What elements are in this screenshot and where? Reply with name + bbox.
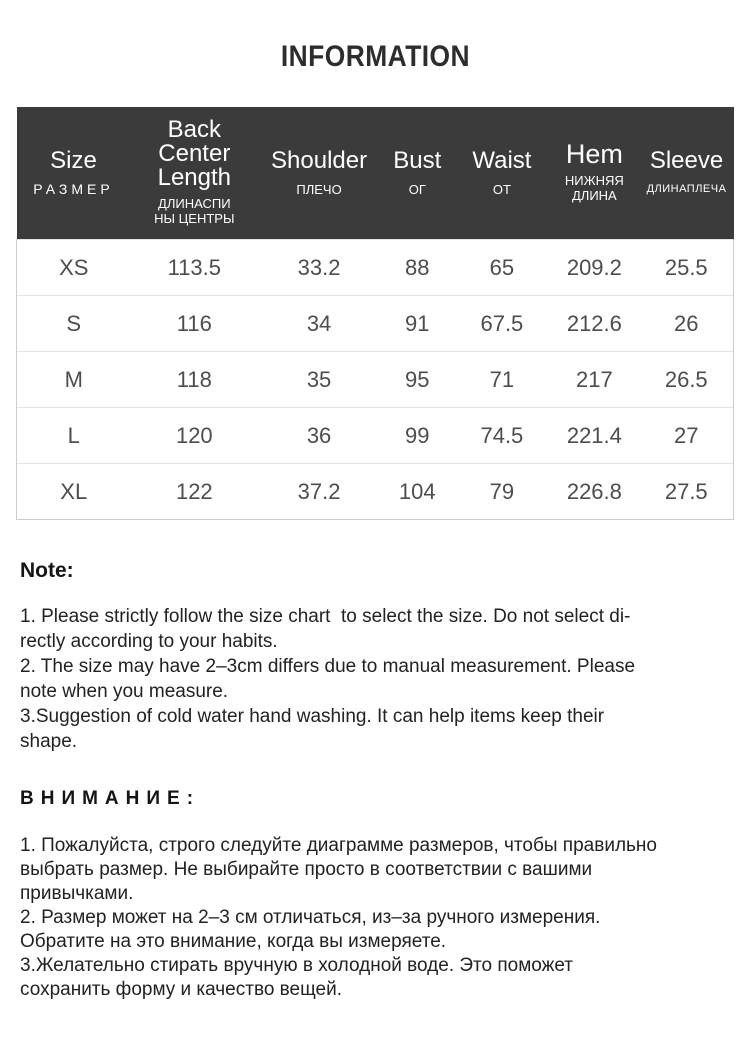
cell-waist: 74.5 (455, 408, 550, 464)
col-header-bust-ru: ОГ (408, 181, 426, 197)
col-header-bcl-en-line2: Length (157, 164, 232, 191)
table-row (17, 352, 734, 408)
cell-sleeve: 26 (640, 296, 734, 352)
cell-sleeve: 27.5 (640, 464, 734, 520)
col-header-shoulder (258, 107, 380, 240)
col-header-shoulder-ru: ПЛЕЧО (296, 181, 342, 197)
col-header-hem-ru-line1: НИЖНЯЯ (564, 173, 624, 188)
col-header-bcl-ru-line1: ДЛИНАСПИ (158, 196, 231, 211)
cell-back-center-length: 122 (131, 464, 259, 520)
attention-text (20, 834, 734, 1002)
attention-line: 3.Желательно стирать вручную в холодной воде. Это поможет (20, 955, 574, 976)
cell-size: XL (17, 464, 131, 520)
size-chart-header (17, 107, 734, 240)
col-header-size-en: Size (50, 146, 97, 174)
cell-hem: 221.4 (549, 408, 639, 464)
col-header-waist-ru: ОТ (492, 181, 511, 197)
col-header-bust (380, 107, 455, 240)
cell-shoulder: 35 (258, 352, 380, 408)
size-chart-table (16, 107, 734, 520)
cell-back-center-length: 118 (131, 352, 259, 408)
col-header-sleeve-en: Sleeve (649, 146, 724, 174)
header-row (17, 107, 734, 240)
note-line: rectly according to your habits. (20, 631, 278, 652)
col-header-sleeve-ru: ДЛИНАПЛЕЧА (646, 182, 727, 195)
attention-line: сохранить форму и качество вещей. (20, 979, 342, 1000)
note-line: note when you measure. (20, 681, 229, 702)
attention-heading: ВНИМАНИЕ: (20, 788, 201, 809)
cell-hem: 226.8 (549, 464, 639, 520)
cell-bust: 104 (380, 464, 455, 520)
note-text (20, 604, 734, 754)
col-header-hem-ru-line2: ДЛИНА (571, 188, 617, 203)
cell-back-center-length: 113.5 (131, 240, 259, 296)
title-wrap (16, 40, 734, 74)
col-header-size-ru: РАЗМЕР (33, 180, 114, 197)
page-title: INFORMATION (280, 40, 470, 73)
table-row (17, 240, 734, 296)
cell-bust: 95 (380, 352, 455, 408)
attention-line: 2. Размер может на 2–3 см отличаться, из–за ручного измерения. (20, 907, 601, 928)
note-line: 2. The size may have 2–3cm differs due to manual measurement. Please (20, 656, 636, 677)
col-header-back-center-length (131, 107, 259, 240)
col-header-hem (549, 107, 639, 240)
cell-size: S (17, 296, 131, 352)
attention-line: выбрать размер. Не выбирайте просто в соответствии с вашими (20, 859, 593, 880)
cell-shoulder: 34 (258, 296, 380, 352)
cell-back-center-length: 116 (131, 296, 259, 352)
cell-size: L (17, 408, 131, 464)
cell-shoulder: 36 (258, 408, 380, 464)
attention-line: 1. Пожалуйста, строго следуйте диаграмме размеров, чтобы правильно (20, 835, 657, 856)
cell-hem: 212.6 (549, 296, 639, 352)
col-header-bust-en: Bust (393, 146, 442, 174)
cell-shoulder: 37.2 (258, 464, 380, 520)
cell-hem: 217 (549, 352, 639, 408)
cell-waist: 71 (455, 352, 550, 408)
cell-waist: 67.5 (455, 296, 550, 352)
cell-sleeve: 26.5 (640, 352, 734, 408)
cell-waist: 65 (455, 240, 550, 296)
cell-sleeve: 27 (640, 408, 734, 464)
col-header-waist-en: Waist (472, 146, 532, 174)
note-line: 3.Suggestion of cold water hand washing. It can help items keep their (20, 706, 605, 727)
cell-sleeve: 25.5 (640, 240, 734, 296)
attention-line: привычками. (20, 883, 134, 904)
table-row (17, 408, 734, 464)
note-line: 1. Please strictly follow the size chart to select the size. Do not select di- (20, 606, 631, 627)
col-header-sleeve (640, 107, 734, 240)
col-header-hem-en: Hem (565, 139, 623, 169)
col-header-bcl-ru-line2: НЫ ЦЕНТРЫ (154, 211, 235, 226)
table-row (17, 464, 734, 520)
cell-bust: 88 (380, 240, 455, 296)
col-header-shoulder-en: Shoulder (271, 146, 368, 174)
col-header-size (17, 107, 131, 240)
cell-waist: 79 (455, 464, 550, 520)
cell-bust: 99 (380, 408, 455, 464)
col-header-waist (455, 107, 550, 240)
cell-bust: 91 (380, 296, 455, 352)
note-line: shape. (20, 731, 78, 752)
table-row (17, 296, 734, 352)
size-chart-body (17, 240, 734, 520)
attention-line: Обратите на это внимание, когда вы измеряете. (20, 931, 447, 952)
cell-shoulder: 33.2 (258, 240, 380, 296)
cell-size: XS (17, 240, 131, 296)
cell-back-center-length: 120 (131, 408, 259, 464)
note-heading: Note: (20, 559, 74, 582)
cell-size: M (17, 352, 131, 408)
col-header-bcl-en-line1: Back Center (158, 116, 231, 167)
size-info-page (0, 40, 750, 1002)
cell-hem: 209.2 (549, 240, 639, 296)
